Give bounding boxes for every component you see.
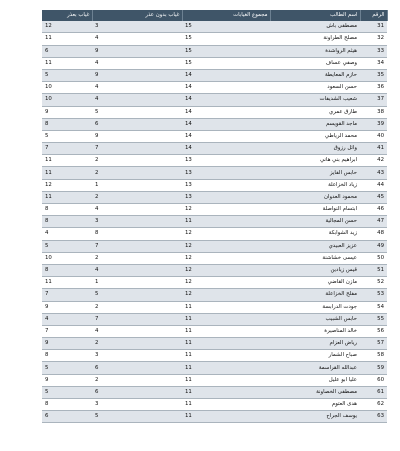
cell-id: 52 (360, 277, 387, 289)
cell-total: 14 (182, 143, 270, 155)
cell-name: زيد الشوابكة (270, 228, 360, 240)
cell-excused: 11 (42, 277, 92, 289)
cell-name: محمد الرياطي (270, 130, 360, 142)
cell-unexcused: 6 (92, 118, 182, 130)
cell-name: قيس زيادين (270, 264, 360, 276)
cell-id: 48 (360, 228, 387, 240)
table-row (42, 33, 387, 45)
cell-excused: 7 (42, 143, 92, 155)
cell-unexcused: 9 (92, 69, 182, 81)
table-row (42, 94, 387, 106)
table-row (42, 45, 387, 57)
cell-unexcused: 2 (92, 167, 182, 179)
header-excused: غياب بعذر (42, 10, 92, 21)
cell-id: 50 (360, 252, 387, 264)
cell-excused: 9 (42, 338, 92, 350)
cell-excused: 11 (42, 57, 92, 69)
cell-unexcused: 9 (92, 130, 182, 142)
cell-unexcused: 5 (92, 289, 182, 301)
cell-total: 12 (182, 240, 270, 252)
cell-total: 11 (182, 399, 270, 411)
cell-id: 45 (360, 191, 387, 203)
cell-total: 11 (182, 350, 270, 362)
cell-name: محمود العدوان (270, 191, 360, 203)
cell-name: مصطفى باش (270, 21, 360, 33)
cell-total: 12 (182, 252, 270, 264)
cell-id: 43 (360, 167, 387, 179)
cell-id: 31 (360, 21, 387, 33)
table-row (42, 338, 387, 350)
cell-id: 56 (360, 325, 387, 337)
cell-total: 13 (182, 167, 270, 179)
cell-total: 14 (182, 69, 270, 81)
cell-total: 11 (182, 313, 270, 325)
cell-excused: 10 (42, 252, 92, 264)
cell-id: 36 (360, 82, 387, 94)
cell-id: 44 (360, 179, 387, 191)
cell-excused: 5 (42, 386, 92, 398)
cell-total: 11 (182, 374, 270, 386)
cell-excused: 8 (42, 216, 92, 228)
table-row (42, 82, 387, 94)
table-row (42, 118, 387, 130)
cell-unexcused: 6 (92, 362, 182, 374)
cell-name: مفلح الخزاعلة (270, 289, 360, 301)
table-row (42, 350, 387, 362)
cell-unexcused: 8 (92, 228, 182, 240)
cell-total: 13 (182, 155, 270, 167)
cell-total: 11 (182, 325, 270, 337)
cell-unexcused: 1 (92, 179, 182, 191)
cell-unexcused: 3 (92, 399, 182, 411)
cell-unexcused: 4 (92, 264, 182, 276)
cell-total: 11 (182, 386, 270, 398)
cell-excused: 11 (42, 191, 92, 203)
table-row (42, 130, 387, 142)
cell-name: هدى العتوم (270, 399, 360, 411)
cell-total: 14 (182, 130, 270, 142)
cell-id: 62 (360, 399, 387, 411)
cell-name: ابراهيم بني هاني (270, 155, 360, 167)
cell-name: مازن القاضي (270, 277, 360, 289)
cell-name: يوسف الجراح (270, 411, 360, 423)
cell-name: رياض العزام (270, 338, 360, 350)
table-row (42, 106, 387, 118)
cell-id: 59 (360, 362, 387, 374)
table-row (42, 264, 387, 276)
cell-total: 13 (182, 179, 270, 191)
cell-excused: 9 (42, 374, 92, 386)
cell-excused: 10 (42, 82, 92, 94)
cell-id: 35 (360, 69, 387, 81)
table-row (42, 191, 387, 203)
table-row (42, 204, 387, 216)
cell-unexcused: 4 (92, 57, 182, 69)
cell-unexcused: 4 (92, 33, 182, 45)
cell-name: حابس الشبيب (270, 313, 360, 325)
cell-unexcused: 2 (92, 338, 182, 350)
cell-excused: 12 (42, 179, 92, 191)
cell-unexcused: 5 (92, 106, 182, 118)
cell-excused: 11 (42, 33, 92, 45)
cell-id: 51 (360, 264, 387, 276)
cell-unexcused: 1 (92, 277, 182, 289)
cell-total: 12 (182, 289, 270, 301)
cell-total: 12 (182, 277, 270, 289)
cell-name: عليا ابو عليل (270, 374, 360, 386)
cell-total: 15 (182, 33, 270, 45)
cell-id: 55 (360, 313, 387, 325)
table-row (42, 143, 387, 155)
cell-total: 12 (182, 228, 270, 240)
cell-total: 14 (182, 106, 270, 118)
cell-name: عزيز العبيدي (270, 240, 360, 252)
cell-id: 32 (360, 33, 387, 45)
cell-total: 13 (182, 191, 270, 203)
cell-id: 58 (360, 350, 387, 362)
cell-excused: 7 (42, 289, 92, 301)
cell-excused: 6 (42, 45, 92, 57)
cell-excused: 10 (42, 94, 92, 106)
cell-unexcused: 3 (92, 216, 182, 228)
cell-id: 54 (360, 301, 387, 313)
table-row (42, 21, 387, 33)
cell-id: 61 (360, 386, 387, 398)
cell-excused: 8 (42, 350, 92, 362)
cell-id: 60 (360, 374, 387, 386)
table-row (42, 69, 387, 81)
cell-name: حابس الفايز (270, 167, 360, 179)
cell-unexcused: 7 (92, 143, 182, 155)
cell-unexcused: 6 (92, 386, 182, 398)
cell-excused: 8 (42, 118, 92, 130)
cell-total: 14 (182, 94, 270, 106)
table-row (42, 399, 387, 411)
cell-id: 41 (360, 143, 387, 155)
cell-total: 12 (182, 264, 270, 276)
cell-unexcused: 9 (92, 45, 182, 57)
cell-total: 11 (182, 362, 270, 374)
cell-name: ابتسام النواصلة (270, 204, 360, 216)
cell-unexcused: 4 (92, 325, 182, 337)
table-row (42, 228, 387, 240)
cell-id: 37 (360, 94, 387, 106)
cell-total: 15 (182, 57, 270, 69)
cell-excused: 5 (42, 362, 92, 374)
cell-excused: 5 (42, 240, 92, 252)
cell-unexcused: 3 (92, 350, 182, 362)
cell-total: 11 (182, 216, 270, 228)
cell-name: مصطفى الخصاونة (270, 386, 360, 398)
cell-id: 47 (360, 216, 387, 228)
cell-total: 12 (182, 204, 270, 216)
cell-id: 40 (360, 130, 387, 142)
cell-name: زياد الخزاعلة (270, 179, 360, 191)
cell-unexcused: 4 (92, 94, 182, 106)
cell-unexcused: 7 (92, 240, 182, 252)
cell-id: 49 (360, 240, 387, 252)
cell-unexcused: 7 (92, 313, 182, 325)
table-row (42, 411, 387, 423)
cell-excused: 9 (42, 301, 92, 313)
cell-excused: 5 (42, 69, 92, 81)
cell-excused: 11 (42, 155, 92, 167)
cell-unexcused: 3 (92, 21, 182, 33)
cell-name: حازم المعايطة (270, 69, 360, 81)
cell-name: هيثم الرواشدة (270, 45, 360, 57)
table-row (42, 252, 387, 264)
cell-unexcused: 2 (92, 252, 182, 264)
cell-name: جودت الدرابسة (270, 301, 360, 313)
cell-total: 14 (182, 82, 270, 94)
cell-name: وائل رزوق (270, 143, 360, 155)
cell-excused: 9 (42, 106, 92, 118)
cell-total: 15 (182, 21, 270, 33)
cell-name: وصفي عساف (270, 57, 360, 69)
table-row (42, 155, 387, 167)
cell-excused: 8 (42, 399, 92, 411)
cell-excused: 12 (42, 21, 92, 33)
table-row (42, 313, 387, 325)
header-row (42, 10, 387, 21)
cell-unexcused: 5 (92, 411, 182, 423)
cell-name: عيسى خشاشنة (270, 252, 360, 264)
cell-excused: 8 (42, 204, 92, 216)
table-row (42, 179, 387, 191)
cell-name: طارق عمري (270, 106, 360, 118)
attendance-sheet (42, 10, 388, 423)
cell-unexcused: 2 (92, 301, 182, 313)
cell-id: 33 (360, 45, 387, 57)
cell-name: مصلح الطراونة (270, 33, 360, 45)
table-row (42, 325, 387, 337)
cell-id: 46 (360, 204, 387, 216)
cell-excused: 4 (42, 228, 92, 240)
table-row (42, 301, 387, 313)
cell-excused: 5 (42, 130, 92, 142)
table-row (42, 277, 387, 289)
cell-name: عبدالله القراسمة (270, 362, 360, 374)
table-row (42, 240, 387, 252)
cell-id: 53 (360, 289, 387, 301)
cell-id: 42 (360, 155, 387, 167)
cell-excused: 7 (42, 325, 92, 337)
absence-table (42, 10, 388, 423)
table-row (42, 289, 387, 301)
cell-name: شعيب الشديفات (270, 94, 360, 106)
header-total: مجموع الغيابات (182, 10, 270, 21)
cell-unexcused: 2 (92, 374, 182, 386)
cell-unexcused: 2 (92, 191, 182, 203)
header-id: الرقم (360, 10, 387, 21)
cell-excused: 6 (42, 411, 92, 423)
cell-total: 11 (182, 301, 270, 313)
cell-total: 14 (182, 118, 270, 130)
header-unexcused: غياب بدون عذر (92, 10, 182, 21)
cell-unexcused: 2 (92, 155, 182, 167)
cell-excused: 11 (42, 167, 92, 179)
table-row (42, 216, 387, 228)
cell-name: خالد المناصيرة (270, 325, 360, 337)
cell-total: 11 (182, 411, 270, 423)
table-row (42, 374, 387, 386)
table-row (42, 57, 387, 69)
cell-id: 39 (360, 118, 387, 130)
table-body (42, 21, 387, 423)
cell-name: ماجد القويسم (270, 118, 360, 130)
table-row (42, 167, 387, 179)
cell-unexcused: 4 (92, 204, 182, 216)
header-name: اسم الطالب (270, 10, 360, 21)
cell-id: 57 (360, 338, 387, 350)
table-row (42, 386, 387, 398)
cell-name: حسن السعود (270, 82, 360, 94)
cell-name: صباح الشمار (270, 350, 360, 362)
cell-name: حسن المجالية (270, 216, 360, 228)
cell-id: 63 (360, 411, 387, 423)
cell-excused: 4 (42, 313, 92, 325)
table-header (42, 10, 387, 21)
cell-id: 38 (360, 106, 387, 118)
cell-total: 15 (182, 45, 270, 57)
cell-id: 34 (360, 57, 387, 69)
table-row (42, 362, 387, 374)
cell-excused: 8 (42, 264, 92, 276)
cell-unexcused: 4 (92, 82, 182, 94)
cell-total: 11 (182, 338, 270, 350)
